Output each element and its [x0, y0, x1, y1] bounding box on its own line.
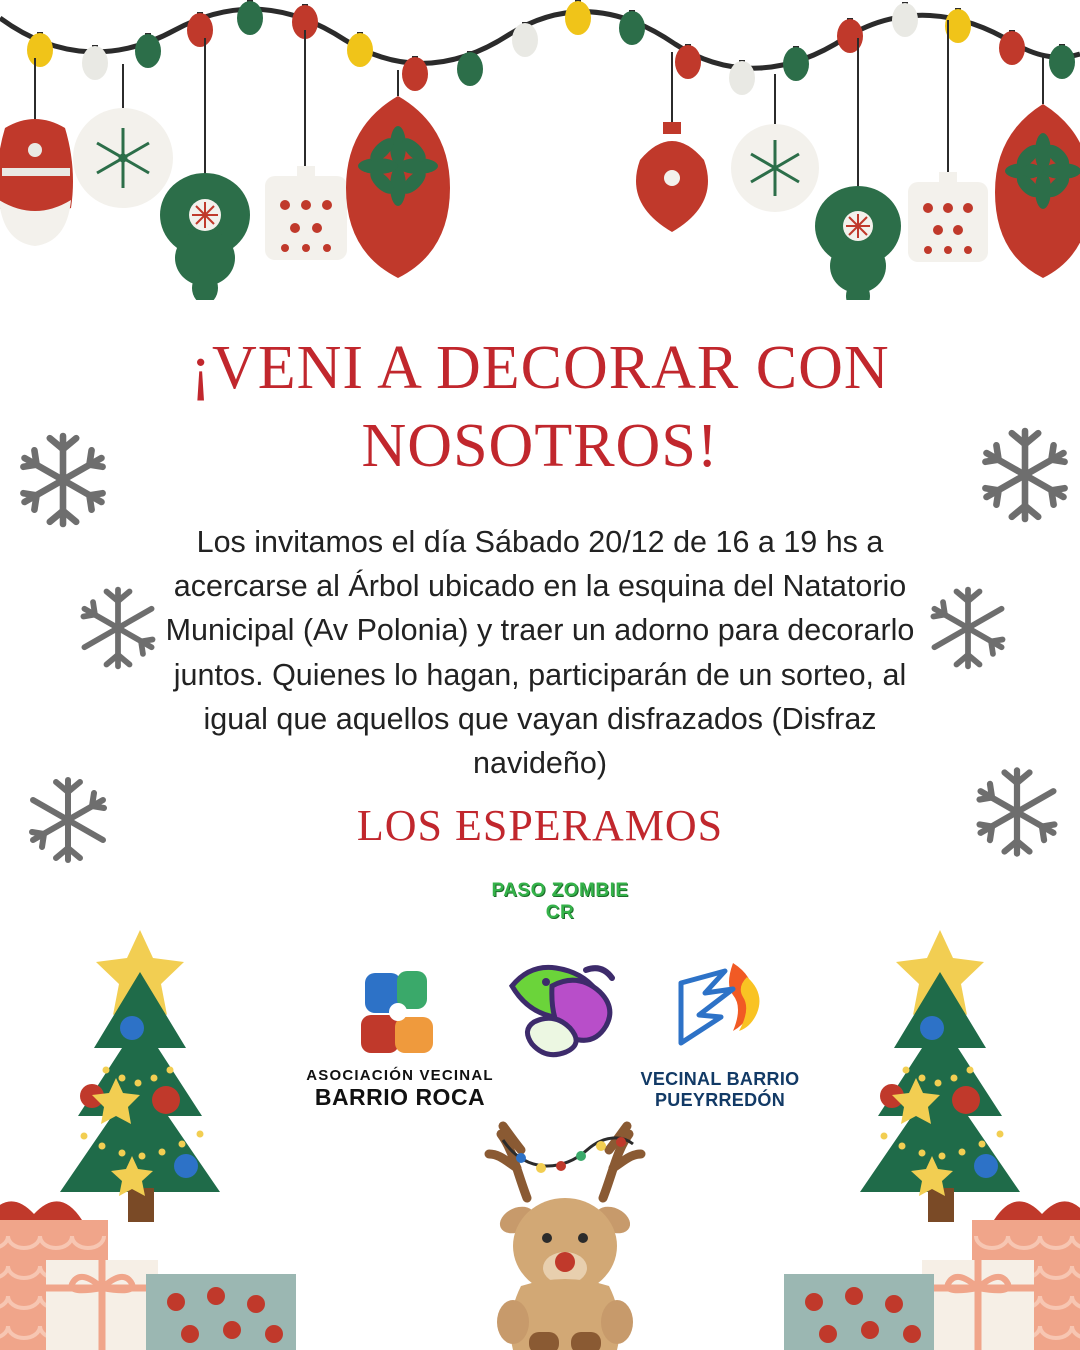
- hanging-ornament: [815, 186, 901, 300]
- sponsor-logos: [290, 880, 810, 1140]
- reindeer-with-lights-icon: [455, 1110, 675, 1350]
- christmas-tree-right: [740, 920, 1080, 1350]
- gift-box: [922, 1260, 1034, 1350]
- christmas-lights-garland: [0, 0, 1080, 300]
- logo-caption-line1: VECINAL BARRIO: [640, 1069, 800, 1089]
- logo-caption-line2: PUEYRREDÓN: [654, 1089, 786, 1110]
- gift-box: [46, 1260, 158, 1350]
- hanging-ornament: [346, 96, 450, 278]
- snowflake-icon: [18, 770, 118, 870]
- snowflake-icon: [920, 580, 1016, 676]
- logo-caption-line2: BARRIO ROCA: [314, 1084, 486, 1111]
- hanging-ornament: [731, 124, 819, 212]
- snowflake-icon: [965, 760, 1069, 864]
- christmas-tree-left: [0, 920, 340, 1350]
- gift-box: [784, 1274, 934, 1350]
- hanging-ornament: [73, 108, 173, 208]
- hanging-ornament: [995, 104, 1080, 278]
- logo-paso-zombie-cr: [485, 880, 635, 1066]
- page-title: ¡VENI A DECORAR CON NOSOTROS!: [190, 334, 890, 480]
- zombie-figure-icon: [490, 926, 630, 1066]
- logo-caption-line1: PASO ZOMBIE CR: [491, 880, 629, 923]
- closing-line: LOS ESPERAMOS: [356, 801, 724, 850]
- hanging-ornament: [265, 166, 347, 260]
- hanging-ornament: [636, 122, 708, 232]
- hanging-ornament: [0, 119, 73, 246]
- four-petal-cluster-icon: [335, 965, 465, 1061]
- hanging-ornament: [160, 173, 250, 300]
- gift-box: [146, 1274, 296, 1350]
- hanging-ornament: [908, 172, 988, 262]
- logo-caption-line1: ASOCIACIÓN VECINAL: [306, 1067, 494, 1084]
- event-description: Los invitamos el día Sábado 20/12 de 16 a 19 hs a acercarse al Árbol ubicado en la esquina del Natatorio Municipal (Av Polonia) y traer un adorno para decorarlo juntos. Quienes lo hagan, participarán de un sorteo, al igual que aquellos que vayan disfrazados (Disfraz navideño): [165, 525, 915, 781]
